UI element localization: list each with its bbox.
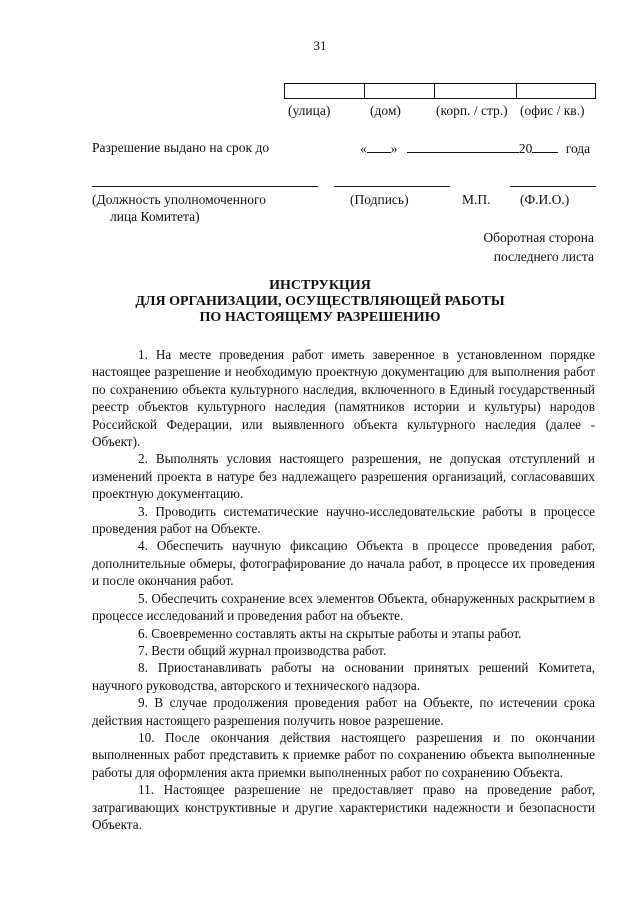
reverse-side-line-2: последнего листа bbox=[493, 249, 594, 264]
permit-term-date bbox=[360, 140, 590, 157]
instruction-title-1: ИНСТРУКЦИЯ bbox=[269, 278, 371, 293]
address-cell-street bbox=[285, 84, 365, 98]
quote-close: » bbox=[390, 141, 398, 156]
instruction-title bbox=[0, 278, 640, 326]
address-cell-building bbox=[435, 84, 517, 98]
instruction-item-3: 3. Проводить систематические научно-исследовательские работы в процессе проведения работ на Объекте. bbox=[92, 503, 595, 537]
instruction-item-9: 9. В случае продолжения проведения работ на Объекте, по истечении срока действия настоящего разрешения получить новое разрешение. bbox=[92, 695, 595, 728]
address-cell-office bbox=[517, 84, 595, 98]
month-blank bbox=[407, 140, 519, 153]
signature-line bbox=[334, 186, 450, 187]
instruction-title-2: ДЛЯ ОРГАНИЗАЦИИ, ОСУЩЕСТВЛЯЮЩЕЙ РАБОТЫ bbox=[135, 294, 505, 309]
instruction-item-8: 8. Приостанавливать работы на основании принятых решений Комитета, научного руководства, авторского и технического надзора. bbox=[92, 660, 595, 693]
day-blank bbox=[367, 140, 391, 153]
address-table bbox=[284, 83, 596, 99]
instruction-item-4: 4. Обеспечить научную фиксацию Объекта в процессе проведения работ, дополнительные обмеры, фотографирование до начала работ, в процессе их проведения и после окончания работ. bbox=[92, 538, 595, 589]
permit-term-label: Разрешение выдано на срок до bbox=[92, 140, 270, 155]
instruction-title-3: ПО НАСТОЯЩЕМУ РАЗРЕШЕНИЮ bbox=[199, 310, 441, 325]
instruction-item-11: 11. Настоящее разрешение не предоставляет право на проведение работ, затрагивающих конструктивные и другие характеристики надежности и безопасности Объекта. bbox=[92, 782, 595, 832]
instruction-item-5: 5. Обеспечить сохранение всех элементов Объекта, обнаруженных раскрытием в процессе исследований и проведения работ на объекте. bbox=[92, 590, 595, 624]
instruction-item-2: 2. Выполнять условия настоящего разрешения, не допуская отступлений и изменений проекта в натуре без надлежащего разрешения организаций, согласовавших проектную документацию. bbox=[92, 451, 595, 502]
reverse-side-note bbox=[483, 228, 594, 266]
label-house: (дом) bbox=[370, 103, 401, 118]
address-cell-house bbox=[365, 84, 435, 98]
name-label: (Ф.И.О.) bbox=[520, 192, 570, 207]
year-prefix: 20 bbox=[518, 141, 533, 156]
page-number: 31 bbox=[313, 38, 327, 53]
year-suffix: года bbox=[565, 141, 591, 156]
instruction-item-1: 1. На месте проведения работ иметь заверенное в установленном порядке настоящее разрешение и необходимую проектную документацию для выполнения работ по сохранению объекта культурного наследия, включенного в Единый государственный реестр объектов культурного наследия (памятников истории и культуры) народов Российской Федерации, или выявленного объекта культурного наследия (далее - Объект). bbox=[92, 347, 595, 450]
label-office: (офис / кв.) bbox=[520, 103, 585, 118]
instruction-item-10: 10. После окончания действия настоящего разрешения и по окончании выполненных работ представить к приемке работ по сохранению объекта выполненные работы для оформления акта приемки выполненных работ по сохранению Объекта. bbox=[92, 729, 595, 780]
position-label-2: лица Комитета) bbox=[110, 209, 200, 224]
instruction-item-6: 6. Своевременно составлять акты на скрытые работы и этапы работ. bbox=[138, 625, 522, 641]
reverse-side-line-1: Оборотная сторона bbox=[483, 230, 594, 245]
stamp-label: М.П. bbox=[462, 192, 491, 207]
instruction-item-7: 7. Вести общий журнал производства работ. bbox=[138, 642, 387, 658]
signature-label: (Подпись) bbox=[350, 192, 409, 207]
quote-open: « bbox=[360, 141, 367, 156]
label-street: (улица) bbox=[288, 103, 331, 118]
name-line bbox=[510, 186, 596, 187]
position-line bbox=[92, 186, 318, 187]
label-building: (корп. / стр.) bbox=[436, 103, 508, 118]
position-label-1: (Должность уполномоченного bbox=[92, 192, 266, 207]
instruction-body bbox=[92, 346, 595, 833]
year-blank bbox=[532, 140, 558, 153]
